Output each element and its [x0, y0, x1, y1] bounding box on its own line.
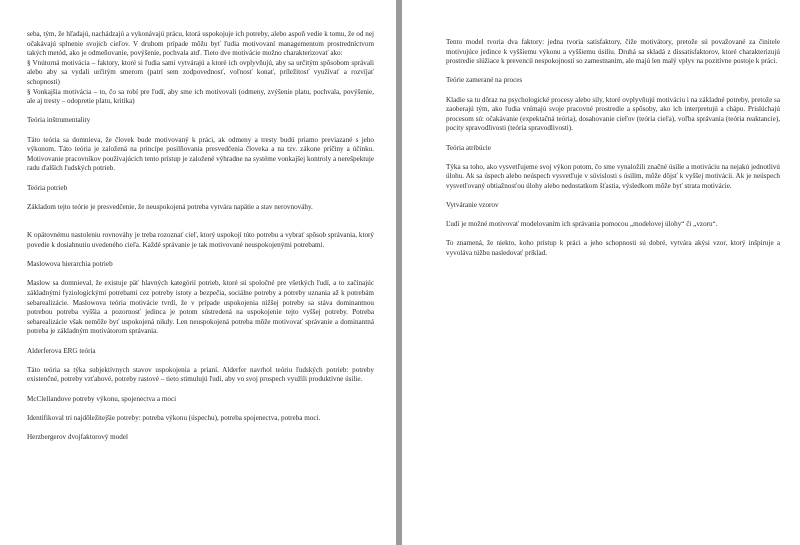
paragraph-needs-2: K opätovnému nastoleniu rovnováhy je treba rozoznať cieľ, ktorý uspokojí túto potrebu a vybrať spôsob správania, ktorý povedie k dosiahnutiu uvedeného cieľa. Každé správanie je tak motivované neuspokojenými potrebami.: [27, 231, 374, 250]
heading-process-theories: Teórie zamerané na proces: [446, 76, 523, 85]
document-page-left: [0, 0, 396, 545]
paragraph-attribution: Týka sa toho, ako vysvetľujeme svoj výkon potom, čo sme vynaložili značné úsilie a motiváciu na nejakú jednotlivú úlohu. Ak sa úspech alebo neúspech vysvetľuje v súvislosti s úsilím, môže dôjsť k vyššej motivácii. Ak je neúspech vysvetľovaný obtiažnosťou úlohy alebo nedostatkom šťastia, výsledkom môže byť strata motivácie.: [446, 162, 780, 190]
paragraph-modeling-1: Ľudí je možné motivovať modelovaním ich správania pomocou „modelovej úlohy“ či „vzoru“.: [446, 220, 718, 229]
paragraph-maslow: Maslow sa domnieval, že existuje päť hlavných kategórií potrieb, ktoré sú spoločné pre všetkých ľudí, a to začínajúc základnými fyziologickými potrebami cez potreby istoty a bezpečia, sociálne potreby a potreby uznania až k potrebám sebarealizácie. Maslowova teória motivácie tvrdí, že v prípade uspokojenia nižšej potreby sa stáva dominantnou potrebou potreba vyššia a pozornosť jedinca je potom sústredená na uspokojenie tejto vyššej potreby. Potreba sebarealizácie však nemôže byť uspokojená nikdy. Len neuspokojená potreba môže motivovať správanie a dominantná potreba je základným motivátorom správania.: [27, 279, 374, 336]
blank-line: [27, 222, 374, 232]
paragraph-instrumentality: Táto teória sa domnieva, že človek bude motivovaný k práci, ak odmeny a tresty budú priamo previazané s jeho výkonom. Táto teória je založená na princípe posilňovania presvedčenia človeka a na tzv. zákone príčiny a účinku. Motivovanie pracovníkov používajúcich tento prístup je založené výhradne na systéme vonkajšej kontroly a nerešpektuje radu ďalších ľudských potrieb.: [27, 135, 374, 173]
heading-maslow: Maslowova hierarchia potrieb: [27, 260, 113, 269]
heading-needs: Teória potrieb: [27, 183, 68, 192]
document-page-right: [402, 0, 800, 545]
paragraph-intro: seba, tým, že hľadajú, nachádzajú a vykonávajú prácu, ktorá uspokojuje ich potreby, alebo aspoň vedie k tomu, že od nej očakávajú splnenie svojich cieľov. V druhom prípade môžu byť ľudia motivovaní managementom prostredníctvom takých metód, ako je odmeňovanie, povýšenie, pochvala atď. Tieto dve motivácie možno charakterizovať ako:: [27, 30, 374, 58]
heading-attribution: Teória atribúcie: [446, 143, 491, 152]
bullet-intrinsic-motivation: § Vnútorná motivácia – faktory, ktoré si ľudia sami vytvárajú a ktoré ich ovplyvňujú, aby sa určitým spôsobom správali alebo aby sa vydali určitým smerom (patrí sem zodpovednosť, voľnosť konať, príležitosť využívať a rozvíjať schopnosti): [27, 58, 374, 86]
heading-instrumentality: Teória inštrumentality: [27, 116, 91, 125]
paragraph-erg: Táto teória sa týka subjektívnych stavov uspokojenia a prianí. Alderfer navrhol teóriu ľudských potrieb: potreby existenčné, potreby vzťahové, potreby rastové – tieto stimulujú ľudí, aby vo svoj prospech využili produktívne úsilie.: [27, 365, 374, 384]
heading-mcclelland: McClellandove potreby výkonu, spojenectva a moci: [27, 394, 177, 403]
bullet-extrinsic-motivation: § Vonkajšia motivácia – to, čo sa robí pre ľudí, aby sme ich motivovali (odmeny, zvýšenie platu, pochvala, povýšenie, ale aj tresty – odopretie platu, kritika): [27, 87, 374, 106]
paragraph-process-theories: Kladie sa tu dôraz na psychologické procesy alebo sily, ktoré ovplyvňujú motiváciu i na základné potreby, pretože sa zaoberajú tým, ako ľudia vnímajú svoje pracovné prostredie a spôsoby, ako ich interpretujú a chápu. Prislúchajú procesom sú: očakávanie (expektačná teória), dosahovanie cieľov (teória cieľa), voľba správania (teória reaktancie), pocity spravodlivosti (teória spravodlivosti).: [446, 95, 780, 133]
paragraph-modeling-2: To znamená, že niekto, koho prístup k práci a jeho schopnosti sú dobré, vytvára akýsi vzor, ktorý inšpiruje a vyvoláva túžbu nasledovať príklad.: [446, 239, 780, 258]
heading-herzberg: Herzbergerov dvojfaktorový model: [27, 432, 128, 441]
paragraph-mcclelland: Identifikoval tri najdôležitejšie potreby: potreba výkonu (úspechu), potreba spojenectva, potreba moci.: [27, 413, 321, 422]
heading-modeling: Vytváranie vzorov: [446, 201, 499, 210]
paragraph-herzberg: Tento model tvoria dva faktory: jedna tvoria satisfaktory, čiže motivátory, pretože sú považované za činitele motivujúce jedince k vyššiemu výkonu a vyššiemu úsiliu. Druhá sa skladá z dissatisfaktorov, ktoré charakterizujú prostredie slúžiace k prevencii nespokojnosti so zamestnaním, ale majú len malý vplyv na pozitívne postoje k práci.: [446, 38, 780, 66]
paragraph-needs-1: Základom tejto teórie je presvedčenie, že neuspokojená potreba vytvára napätie a stav nerovnováhy.: [27, 202, 313, 211]
heading-erg: Alderferova ERG teória: [27, 346, 96, 355]
